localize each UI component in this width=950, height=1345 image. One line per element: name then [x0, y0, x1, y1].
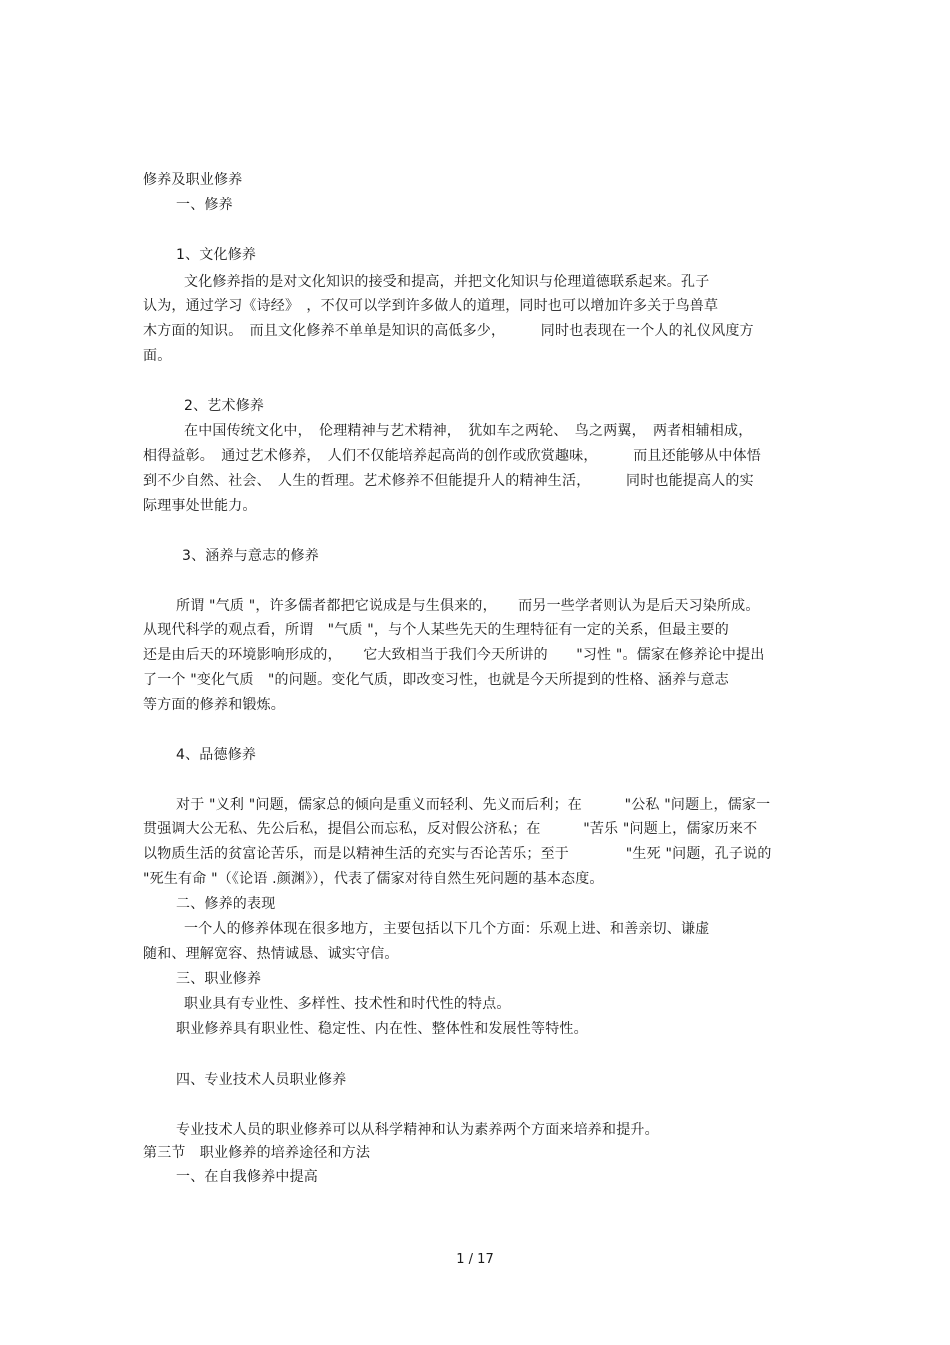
paragraph-line: 专业技术人员的职业修养可以从科学精神和认为素养两个方面来培养和提升。 [176, 1122, 659, 1138]
subsection-heading-art: 2、艺术修养 [184, 398, 265, 414]
paragraph-line: 一个人的修养体现在很多地方，主要包括以下几个方面：乐观上进、和善亲切、谦虚 [184, 921, 710, 937]
section-heading-2: 二、修养的表现 [176, 896, 276, 912]
paragraph-line: 际理事处世能力。 [143, 498, 257, 514]
paragraph-line: 相得益彰。 通过艺术修养， 人们不仅能培养起高尚的创作或欣赏趣味， 而且还能够从中体悟 [143, 448, 761, 464]
paragraph-line: 随和、理解宽容、热情诚恳、诚实守信。 [143, 946, 399, 962]
paragraph-line: 所谓 "气质 "，许多儒者都把它说成是与生俱来的， 而另一些学者则认为是后天习染所成。 [176, 598, 760, 614]
subsection-heading-temperament: 3、涵养与意志的修养 [182, 548, 319, 564]
section-heading-4: 四、专业技术人员职业修养 [176, 1072, 347, 1088]
paragraph-line: 还是由后天的环境影响形成的， 它大致相当于我们今天所讲的 "习性 "。儒家在修养论中提出 [143, 647, 765, 663]
paragraph-line: 等方面的修养和锻炼。 [143, 697, 285, 713]
document-title: 修养及职业修养 [143, 172, 243, 188]
paragraph-line: 对于 "义利 "问题，儒家总的倾向是重义而轻利、先义而后利；在 "公私 "问题上，儒家一 [176, 797, 771, 813]
subsection-heading-morality: 4、品德修养 [176, 747, 257, 763]
paragraph-line: 从现代科学的观点看，所谓 "气质 "，与个人某些先天的生理特征有一定的关系，但最主要的 [143, 622, 729, 638]
chapter-section-heading: 第三节 职业修养的培养途径和方法 [143, 1145, 371, 1161]
paragraph-line: 到不少自然、社会、 人生的哲理。艺术修养不但能提升人的精神生活， 同时也能提高人的实 [143, 473, 754, 489]
paragraph-line: 在中国传统文化中， 伦理精神与艺术精神， 犹如车之两轮、 鸟之两翼， 两者相辅相成， [184, 423, 753, 439]
paragraph-line: 文化修养指的是对文化知识的接受和提高，并把文化知识与伦理道德联系起来。孔子 [184, 274, 710, 290]
paragraph-line: "死生有命 "（《论语 .颜渊》），代表了儒家对待自然生死问题的基本态度。 [143, 871, 604, 887]
subsection-heading-culture: 1、文化修养 [176, 247, 257, 263]
paragraph-line: 认为，通过学习《诗经》 ，不仅可以学到许多做人的道理，同时也可以增加许多关于鸟兽草 [143, 298, 719, 314]
section-heading-self-cultivation: 一、在自我修养中提高 [176, 1169, 318, 1185]
page-number: 1 / 17 [456, 1252, 494, 1267]
paragraph-line: 了一个 "变化气质 "的问题。变化气质，即改变习性，也就是今天所提到的性格、涵养与意志 [143, 672, 729, 688]
paragraph-line: 以物质生活的贫富论苦乐，而是以精神生活的充实与否论苦乐；至于 "生死 "问题，孔子说的 [143, 846, 772, 862]
paragraph-line: 职业修养具有职业性、稳定性、内在性、整体性和发展性等特性。 [176, 1021, 588, 1037]
paragraph-line: 贯强调大公无私、先公后私，提倡公而忘私，反对假公济私；在 "苦乐 "问题上，儒家历来不 [143, 821, 758, 837]
section-heading-3: 三、职业修养 [176, 971, 262, 987]
paragraph-line: 面。 [143, 348, 172, 364]
section-heading-1: 一、修养 [176, 197, 233, 213]
paragraph-line: 木方面的知识。 而且文化修养不单单是知识的高低多少， 同时也表现在一个人的礼仪风度方 [143, 323, 754, 339]
paragraph-line: 职业具有专业性、多样性、技术性和时代性的特点。 [184, 996, 511, 1012]
